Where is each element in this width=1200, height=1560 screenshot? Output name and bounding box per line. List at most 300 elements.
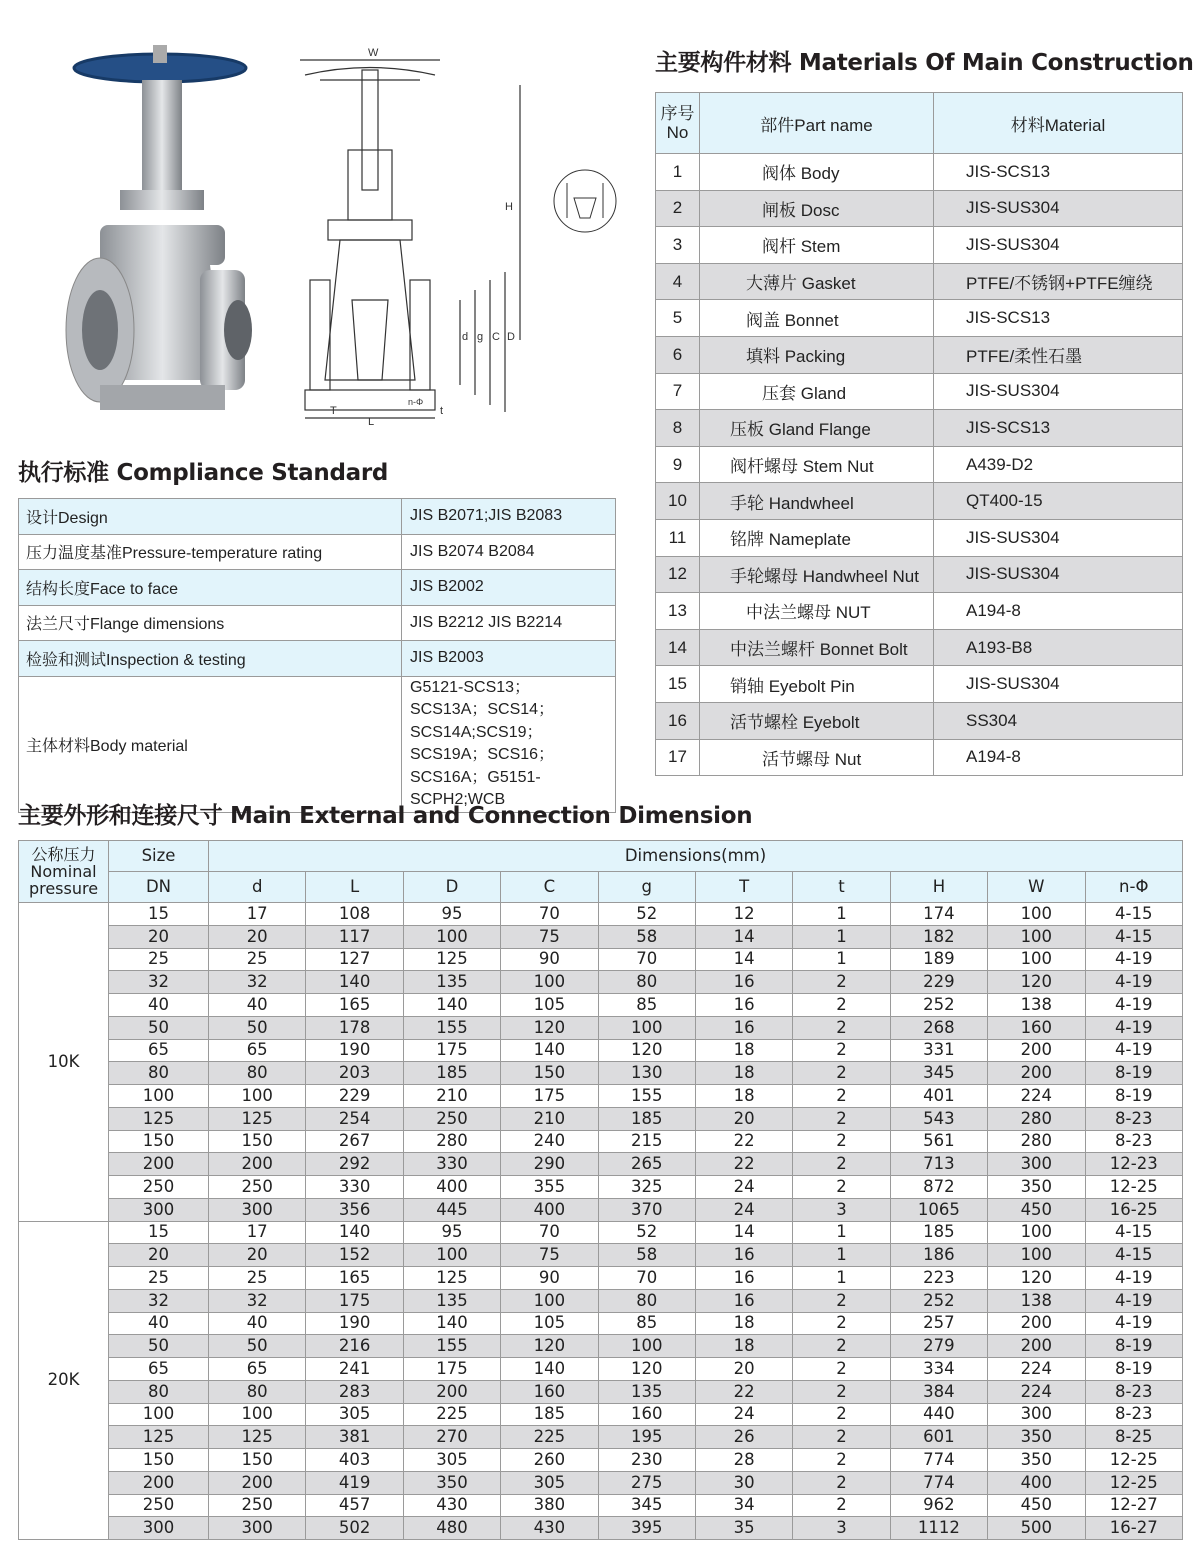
cell-n-φ: 4-19 (1085, 1016, 1182, 1039)
table-row (656, 556, 1183, 593)
cell-g: 395 (598, 1517, 695, 1540)
cell-d: 300 (209, 1198, 306, 1221)
svg-text:g: g (477, 331, 484, 343)
cell-dn: 32 (109, 1289, 209, 1312)
cell-d: 305 (403, 1449, 500, 1472)
cell-d: 17 (209, 903, 306, 926)
table-row (19, 570, 616, 606)
cell-n-φ: 8-25 (1085, 1426, 1182, 1449)
cell-t: 16 (695, 1267, 792, 1290)
part-name: 铭牌 Nameplate (700, 519, 934, 556)
column-header-w: W (988, 872, 1085, 903)
cell-dn: 200 (109, 1471, 209, 1494)
cell-h: 185 (890, 1221, 987, 1244)
table-row (19, 1107, 1183, 1130)
table-row (19, 1198, 1183, 1221)
cell-h: 229 (890, 971, 987, 994)
cell-l: 140 (306, 971, 403, 994)
cell-c: 120 (501, 1335, 598, 1358)
material: SS304 (934, 702, 1183, 739)
cell-c: 140 (501, 1358, 598, 1381)
cell-d: 155 (403, 1016, 500, 1039)
part-name: 大薄片 Gasket (700, 263, 934, 300)
cell-dn: 250 (109, 1176, 209, 1199)
table-row (19, 1221, 1183, 1244)
cell-h: 774 (890, 1449, 987, 1472)
cell-d: 175 (403, 1358, 500, 1381)
row-number: 13 (656, 593, 700, 630)
table-row (19, 1130, 1183, 1153)
cell-d: 125 (403, 948, 500, 971)
cell-d: 100 (403, 1244, 500, 1267)
cell-d: 135 (403, 1289, 500, 1312)
cell-l: 165 (306, 1267, 403, 1290)
dimensions-title: 主要外形和连接尺寸 Main External and Connection Dimension (18, 803, 753, 829)
cell-h: 384 (890, 1380, 987, 1403)
cell-t: 16 (695, 1016, 792, 1039)
cell-t: 2 (793, 1289, 890, 1312)
cell-c: 225 (501, 1426, 598, 1449)
cell-t: 2 (793, 1471, 890, 1494)
table-row (656, 446, 1183, 483)
cell-c: 120 (501, 1016, 598, 1039)
cell-c: 305 (501, 1471, 598, 1494)
cell-t: 18 (695, 1335, 792, 1358)
material: JIS-SCS13 (934, 300, 1183, 337)
cell-c: 160 (501, 1380, 598, 1403)
column-header-h: H (890, 872, 987, 903)
cell-dn: 300 (109, 1517, 209, 1540)
cell-t: 35 (695, 1517, 792, 1540)
part-name: 中法兰螺母 NUT (700, 593, 934, 630)
row-number: 17 (656, 739, 700, 776)
cell-dn: 65 (109, 1358, 209, 1381)
standard-value: G5121-SCS13；SCS13A；SCS14；SCS14A;SCS19；SCS19A；SCS16；SCS16A；G5151-SCPH2;WCB (402, 676, 616, 812)
cell-n-φ: 4-15 (1085, 903, 1182, 926)
cell-n-φ: 12-25 (1085, 1449, 1182, 1472)
cell-d: 185 (403, 1062, 500, 1085)
cell-h: 440 (890, 1403, 987, 1426)
cell-t: 24 (695, 1403, 792, 1426)
table-row (19, 499, 616, 535)
cell-h: 279 (890, 1335, 987, 1358)
cell-g: 215 (598, 1130, 695, 1153)
column-header-dn: DN (109, 872, 209, 903)
svg-text:T: T (330, 405, 337, 417)
cell-t: 2 (793, 1062, 890, 1085)
dimensions-header: Dimensions(mm) (209, 841, 1183, 872)
cell-dn: 125 (109, 1426, 209, 1449)
valve-photo (60, 40, 260, 430)
cell-t: 2 (793, 1312, 890, 1335)
cell-h: 189 (890, 948, 987, 971)
svg-text:D: D (507, 331, 515, 343)
row-number: 11 (656, 519, 700, 556)
cell-n-φ: 16-27 (1085, 1517, 1182, 1540)
cell-h: 872 (890, 1176, 987, 1199)
column-header-d: d (209, 872, 306, 903)
cell-t: 1 (793, 925, 890, 948)
row-number: 12 (656, 556, 700, 593)
cell-g: 120 (598, 1358, 695, 1381)
cell-t: 3 (793, 1517, 890, 1540)
cell-t: 2 (793, 1130, 890, 1153)
cell-t: 22 (695, 1380, 792, 1403)
table-row (656, 666, 1183, 703)
cell-t: 18 (695, 1039, 792, 1062)
cell-dn: 32 (109, 971, 209, 994)
row-number: 8 (656, 410, 700, 447)
cell-t: 2 (793, 1380, 890, 1403)
cell-d: 150 (209, 1130, 306, 1153)
cell-dn: 20 (109, 925, 209, 948)
cell-w: 160 (988, 1016, 1085, 1039)
standard-label: 压力温度基准Pressure-temperature rating (19, 534, 402, 570)
cell-n-φ: 4-19 (1085, 948, 1182, 971)
cell-w: 224 (988, 1380, 1085, 1403)
cell-g: 325 (598, 1176, 695, 1199)
cell-dn: 150 (109, 1449, 209, 1472)
cell-n-φ: 4-19 (1085, 1289, 1182, 1312)
cell-d: 300 (209, 1517, 306, 1540)
cell-n-φ: 4-19 (1085, 1312, 1182, 1335)
cell-w: 138 (988, 994, 1085, 1017)
cell-t: 2 (793, 1039, 890, 1062)
cell-d: 250 (209, 1494, 306, 1517)
cell-d: 100 (403, 925, 500, 948)
cell-dn: 40 (109, 1312, 209, 1335)
table-row (656, 483, 1183, 520)
cell-n-φ: 8-23 (1085, 1380, 1182, 1403)
table-row (19, 1062, 1183, 1085)
cell-c: 430 (501, 1517, 598, 1540)
svg-text:W: W (368, 47, 379, 59)
cell-w: 400 (988, 1471, 1085, 1494)
cell-l: 152 (306, 1244, 403, 1267)
svg-text:C: C (492, 331, 500, 343)
cell-c: 185 (501, 1403, 598, 1426)
cell-d: 20 (209, 1244, 306, 1267)
part-name: 活节螺栓 Eyebolt (700, 702, 934, 739)
cell-d: 125 (209, 1426, 306, 1449)
cell-d: 25 (209, 948, 306, 971)
cell-d: 280 (403, 1130, 500, 1153)
cell-l: 175 (306, 1289, 403, 1312)
part-name: 阀盖 Bonnet (700, 300, 934, 337)
cell-g: 85 (598, 1312, 695, 1335)
cell-h: 401 (890, 1085, 987, 1108)
table-row (19, 1244, 1183, 1267)
cell-t: 28 (695, 1449, 792, 1472)
cell-g: 345 (598, 1494, 695, 1517)
cell-g: 52 (598, 1221, 695, 1244)
table-row (19, 1016, 1183, 1039)
cell-l: 190 (306, 1312, 403, 1335)
row-number: 16 (656, 702, 700, 739)
cell-dn: 20 (109, 1244, 209, 1267)
cell-d: 140 (403, 994, 500, 1017)
cell-dn: 40 (109, 994, 209, 1017)
cell-h: 268 (890, 1016, 987, 1039)
cell-l: 502 (306, 1517, 403, 1540)
table-row (656, 263, 1183, 300)
cell-n-φ: 16-25 (1085, 1198, 1182, 1221)
cell-dn: 300 (109, 1198, 209, 1221)
cell-t: 1 (793, 948, 890, 971)
cell-d: 430 (403, 1494, 500, 1517)
standard-label: 结构长度Face to face (19, 570, 402, 606)
column-header-l: L (306, 872, 403, 903)
cell-w: 224 (988, 1085, 1085, 1108)
cell-d: 350 (403, 1471, 500, 1494)
cell-t: 18 (695, 1062, 792, 1085)
header-material: 材料Material (934, 93, 1183, 154)
part-name: 销轴 Eyebolt Pin (700, 666, 934, 703)
cell-h: 223 (890, 1267, 987, 1290)
cell-t: 1 (793, 1244, 890, 1267)
cell-c: 140 (501, 1039, 598, 1062)
cell-h: 252 (890, 1289, 987, 1312)
cell-h: 345 (890, 1062, 987, 1085)
cell-d: 40 (209, 1312, 306, 1335)
cell-l: 283 (306, 1380, 403, 1403)
cell-l: 330 (306, 1176, 403, 1199)
cell-t: 12 (695, 903, 792, 926)
cell-w: 280 (988, 1130, 1085, 1153)
table-row (19, 1289, 1183, 1312)
cell-g: 185 (598, 1107, 695, 1130)
table-row (19, 1312, 1183, 1335)
material: A439-D2 (934, 446, 1183, 483)
material: A193-B8 (934, 629, 1183, 666)
cell-n-φ: 12-23 (1085, 1153, 1182, 1176)
cell-h: 774 (890, 1471, 987, 1494)
table-row (656, 190, 1183, 227)
cell-dn: 80 (109, 1380, 209, 1403)
pressure-class: 10K (19, 903, 109, 1222)
cell-l: 140 (306, 1221, 403, 1244)
cell-d: 200 (209, 1471, 306, 1494)
cell-t: 2 (793, 1449, 890, 1472)
cell-w: 120 (988, 971, 1085, 994)
cell-w: 224 (988, 1358, 1085, 1381)
cell-c: 355 (501, 1176, 598, 1199)
table-row (19, 1267, 1183, 1290)
cell-d: 250 (403, 1107, 500, 1130)
cell-d: 32 (209, 971, 306, 994)
cell-l: 419 (306, 1471, 403, 1494)
cell-t: 2 (793, 994, 890, 1017)
cell-c: 380 (501, 1494, 598, 1517)
cell-h: 1065 (890, 1198, 987, 1221)
row-number: 5 (656, 300, 700, 337)
cell-d: 225 (403, 1403, 500, 1426)
cell-t: 14 (695, 948, 792, 971)
cell-c: 175 (501, 1085, 598, 1108)
cell-w: 200 (988, 1335, 1085, 1358)
material: JIS-SUS304 (934, 227, 1183, 264)
cell-dn: 25 (109, 948, 209, 971)
part-name: 手轮 Handwheel (700, 483, 934, 520)
cell-c: 240 (501, 1130, 598, 1153)
cell-t: 30 (695, 1471, 792, 1494)
cell-l: 216 (306, 1335, 403, 1358)
cell-c: 70 (501, 1221, 598, 1244)
header-no: 序号 No (656, 93, 700, 154)
cell-d: 65 (209, 1358, 306, 1381)
cell-n-φ: 8-23 (1085, 1107, 1182, 1130)
cell-c: 290 (501, 1153, 598, 1176)
cell-w: 300 (988, 1403, 1085, 1426)
cell-t: 16 (695, 994, 792, 1017)
cell-n-φ: 12-25 (1085, 1471, 1182, 1494)
cell-d: 17 (209, 1221, 306, 1244)
cell-h: 331 (890, 1039, 987, 1062)
cell-dn: 80 (109, 1062, 209, 1085)
standard-value: JIS B2074 B2084 (402, 534, 616, 570)
cell-c: 210 (501, 1107, 598, 1130)
cell-dn: 65 (109, 1039, 209, 1062)
cell-w: 350 (988, 1426, 1085, 1449)
cell-t: 14 (695, 925, 792, 948)
cell-n-φ: 4-15 (1085, 925, 1182, 948)
row-number: 10 (656, 483, 700, 520)
cell-d: 155 (403, 1335, 500, 1358)
nominal-pressure-header: 公称压力 Nominal pressure (19, 841, 109, 903)
table-row (19, 1358, 1183, 1381)
cell-c: 90 (501, 948, 598, 971)
column-header-c: C (501, 872, 598, 903)
cell-t: 22 (695, 1130, 792, 1153)
cell-g: 155 (598, 1085, 695, 1108)
svg-text:d: d (462, 331, 469, 343)
cell-n-φ: 8-19 (1085, 1335, 1182, 1358)
table-row (19, 1494, 1183, 1517)
cell-t: 16 (695, 971, 792, 994)
cell-dn: 50 (109, 1016, 209, 1039)
cell-dn: 25 (109, 1267, 209, 1290)
cell-d: 80 (209, 1062, 306, 1085)
cell-t: 24 (695, 1176, 792, 1199)
cell-d: 135 (403, 971, 500, 994)
cell-d: 330 (403, 1153, 500, 1176)
table-row (19, 1153, 1183, 1176)
cell-t: 1 (793, 1267, 890, 1290)
material: JIS-SCS13 (934, 410, 1183, 447)
cell-w: 300 (988, 1153, 1085, 1176)
table-row (656, 629, 1183, 666)
cell-l: 117 (306, 925, 403, 948)
valve-drawing (290, 40, 540, 430)
cell-t: 18 (695, 1085, 792, 1108)
cell-n-φ: 8-19 (1085, 1085, 1182, 1108)
cell-t: 20 (695, 1107, 792, 1130)
cell-dn: 125 (109, 1107, 209, 1130)
cell-h: 1112 (890, 1517, 987, 1540)
cell-d: 445 (403, 1198, 500, 1221)
standard-label: 检验和测试Inspection & testing (19, 641, 402, 677)
table-row (19, 1449, 1183, 1472)
cell-n-φ: 4-19 (1085, 994, 1182, 1017)
cell-h: 543 (890, 1107, 987, 1130)
cell-c: 90 (501, 1267, 598, 1290)
material: JIS-SUS304 (934, 190, 1183, 227)
cell-d: 140 (403, 1312, 500, 1335)
part-name: 中法兰螺杆 Bonnet Bolt (700, 629, 934, 666)
part-name: 阀体 Body (700, 154, 934, 191)
cell-l: 190 (306, 1039, 403, 1062)
row-number: 14 (656, 629, 700, 666)
cell-w: 100 (988, 1244, 1085, 1267)
detail-circle (552, 168, 618, 234)
cell-w: 450 (988, 1494, 1085, 1517)
material: JIS-SUS304 (934, 556, 1183, 593)
table-row (19, 1039, 1183, 1062)
cell-n-φ: 8-23 (1085, 1403, 1182, 1426)
cell-l: 267 (306, 1130, 403, 1153)
compliance-table (18, 498, 616, 813)
materials-title: 主要构件材料 Materials Of Main Construction (655, 50, 1194, 76)
cell-t: 22 (695, 1153, 792, 1176)
cell-w: 100 (988, 925, 1085, 948)
cell-t: 1 (793, 903, 890, 926)
material: QT400-15 (934, 483, 1183, 520)
cell-w: 200 (988, 1039, 1085, 1062)
table-row (19, 925, 1183, 948)
cell-d: 250 (209, 1176, 306, 1199)
table-row (656, 739, 1183, 776)
cell-g: 58 (598, 1244, 695, 1267)
cell-c: 260 (501, 1449, 598, 1472)
row-number: 9 (656, 446, 700, 483)
cell-t: 34 (695, 1494, 792, 1517)
material: PTFE/不锈钢+PTFE缠绕 (934, 263, 1183, 300)
table-row (656, 336, 1183, 373)
cell-dn: 15 (109, 903, 209, 926)
cell-g: 100 (598, 1335, 695, 1358)
cell-d: 400 (403, 1176, 500, 1199)
cell-l: 127 (306, 948, 403, 971)
cell-l: 457 (306, 1494, 403, 1517)
cell-g: 265 (598, 1153, 695, 1176)
cell-dn: 100 (109, 1085, 209, 1108)
cell-n-φ: 12-25 (1085, 1176, 1182, 1199)
material: A194-8 (934, 739, 1183, 776)
cell-w: 138 (988, 1289, 1085, 1312)
cell-c: 75 (501, 1244, 598, 1267)
cell-w: 200 (988, 1062, 1085, 1085)
cell-d: 100 (209, 1403, 306, 1426)
cell-g: 58 (598, 925, 695, 948)
cell-n-φ: 4-19 (1085, 971, 1182, 994)
cell-t: 14 (695, 1221, 792, 1244)
cell-c: 70 (501, 903, 598, 926)
cell-l: 292 (306, 1153, 403, 1176)
row-number: 3 (656, 227, 700, 264)
cell-h: 252 (890, 994, 987, 1017)
cell-w: 100 (988, 903, 1085, 926)
table-row (19, 1426, 1183, 1449)
cell-t: 24 (695, 1198, 792, 1221)
cell-t: 2 (793, 1494, 890, 1517)
cell-t: 26 (695, 1426, 792, 1449)
cell-c: 100 (501, 1289, 598, 1312)
table-row (656, 154, 1183, 191)
cell-g: 80 (598, 971, 695, 994)
cell-w: 450 (988, 1198, 1085, 1221)
cell-d: 210 (403, 1085, 500, 1108)
cell-d: 50 (209, 1335, 306, 1358)
